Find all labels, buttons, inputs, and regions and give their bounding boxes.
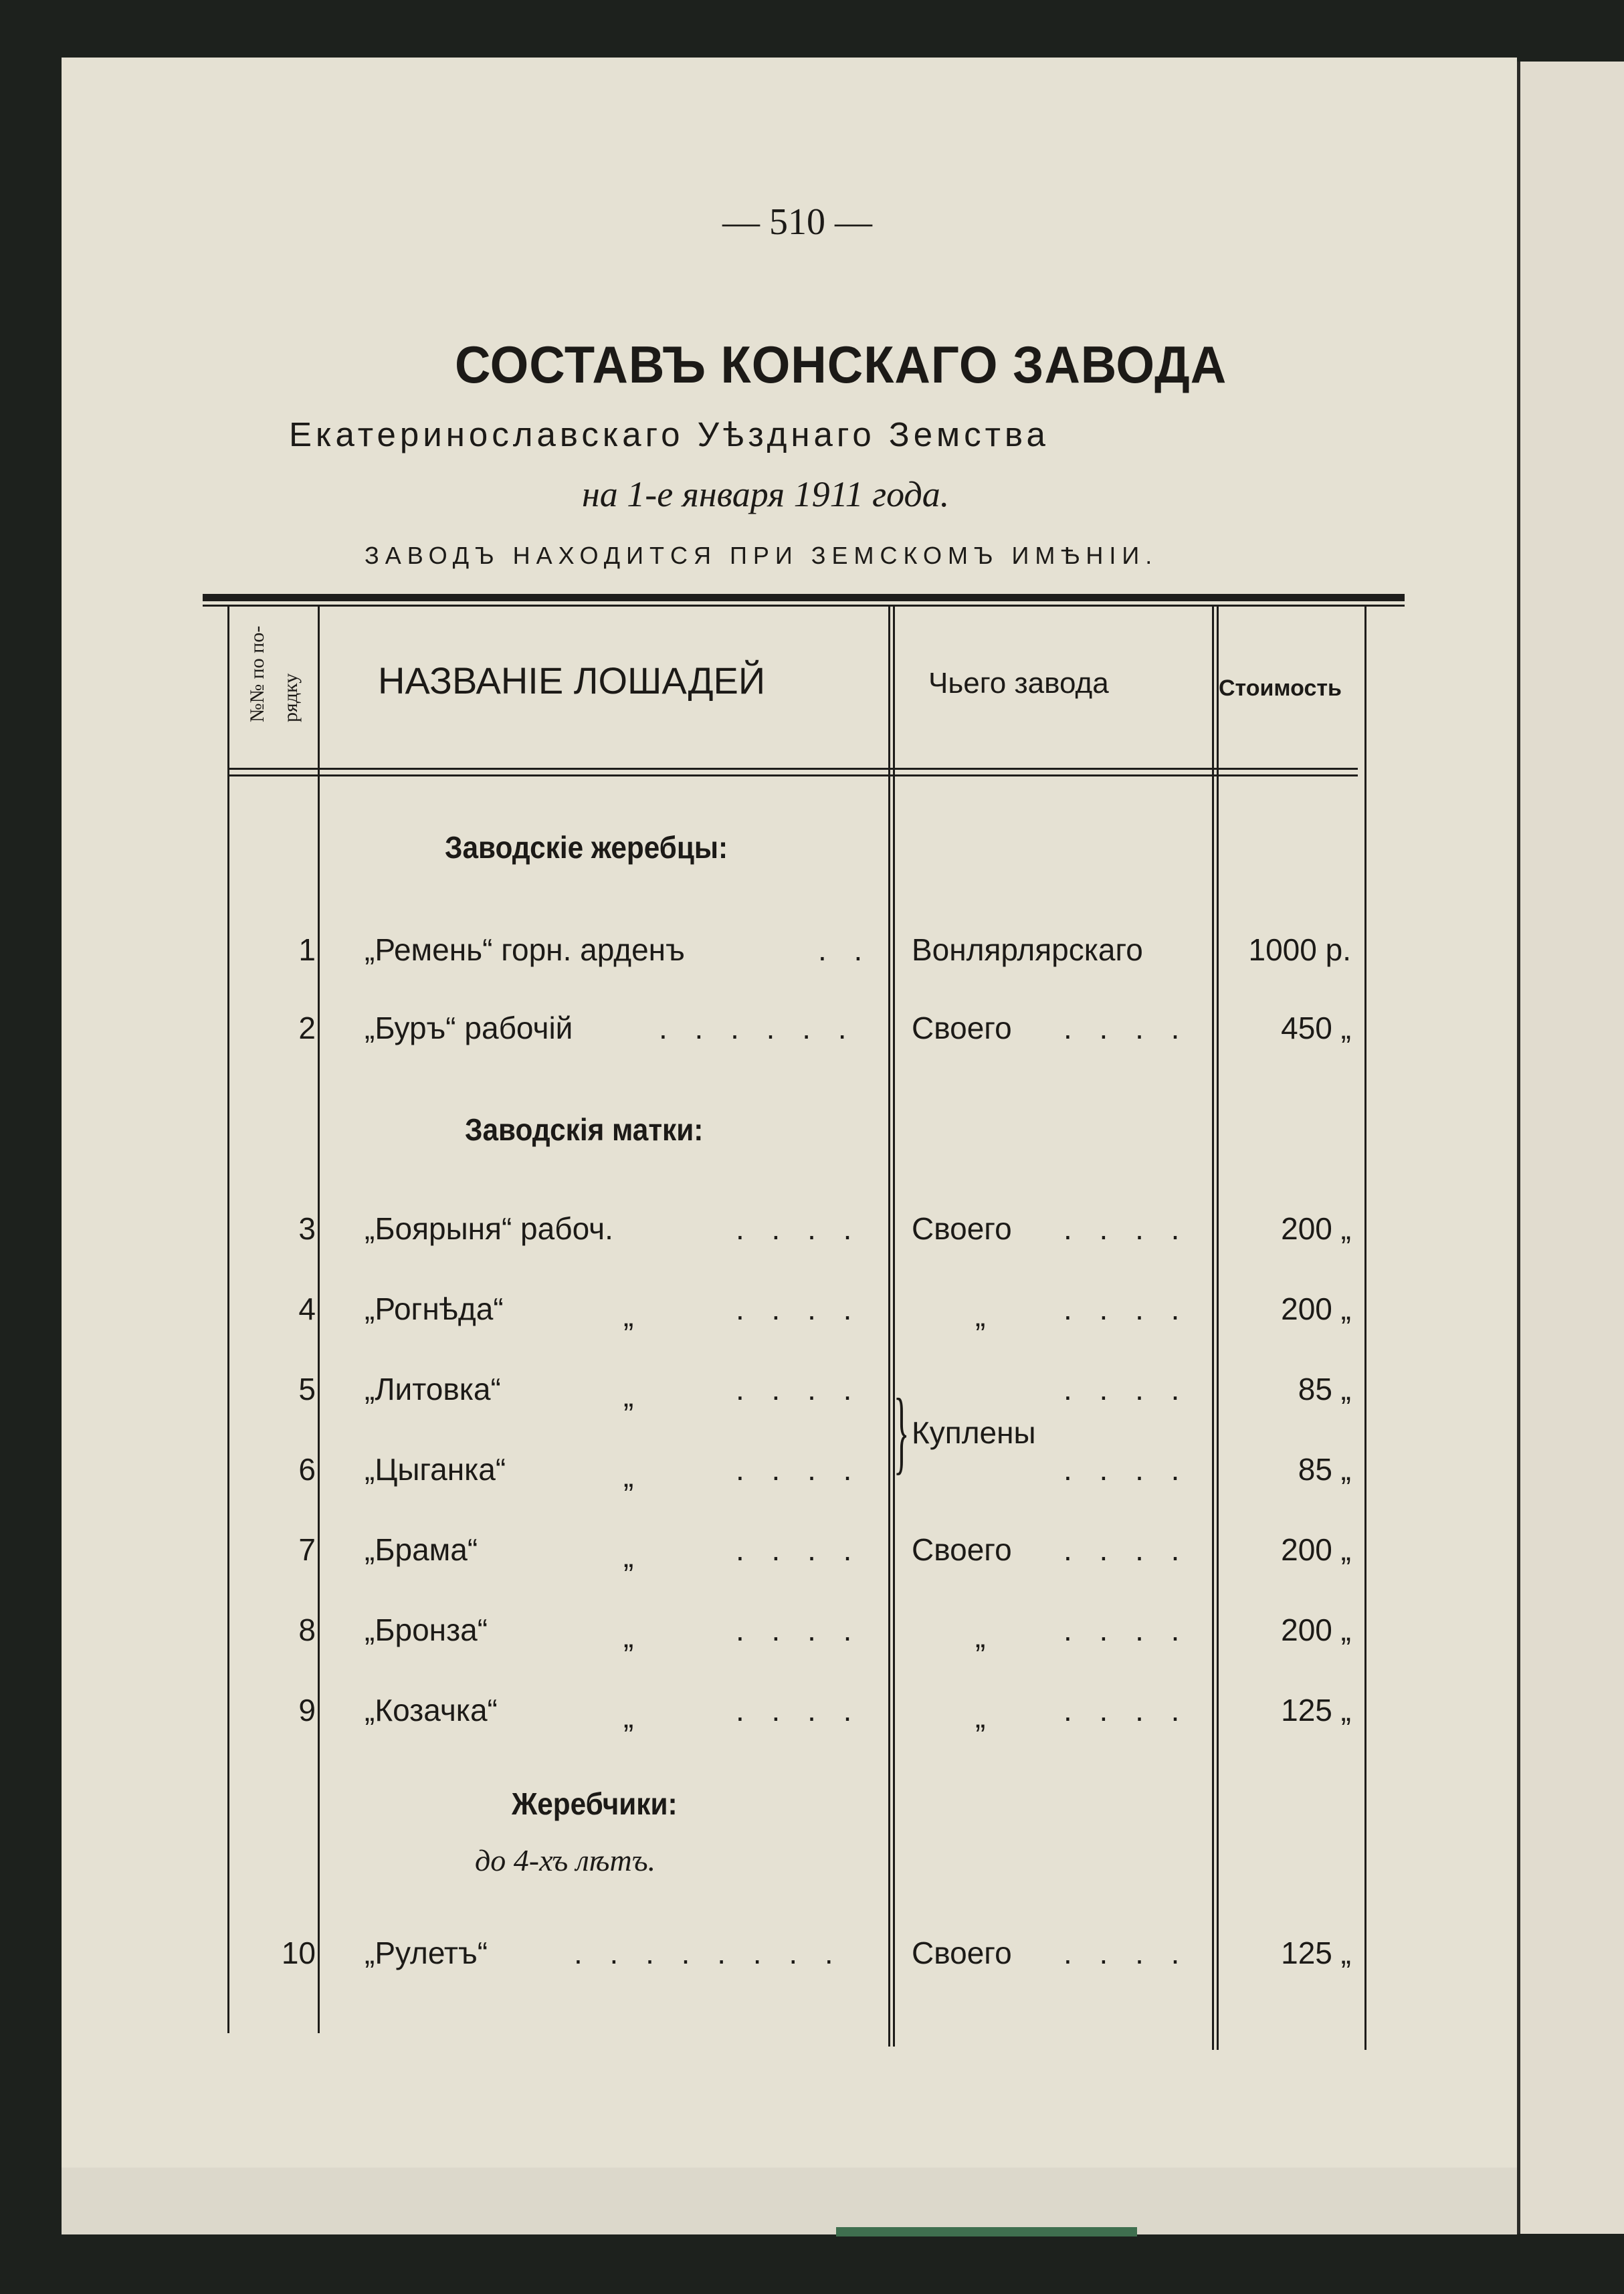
row-cost: 85 „ bbox=[1298, 1372, 1351, 1406]
section-colts-sub: до 4-хъ лѣтъ. bbox=[475, 1843, 656, 1877]
row-origin-dots: . . . . bbox=[1063, 1372, 1189, 1406]
header-number-line2: рядку bbox=[280, 673, 302, 722]
row-leader-dots: . . . . bbox=[736, 1612, 861, 1647]
row-cost: 200 „ bbox=[1281, 1211, 1351, 1246]
row-origin-dots: . . . . bbox=[1063, 1532, 1189, 1567]
row-name: „Козачка“ bbox=[365, 1693, 498, 1728]
row-ditto-mark: „ bbox=[623, 1459, 634, 1493]
row-name: „Рулетъ“ bbox=[365, 1936, 488, 1970]
row-leader-dots: . . . . bbox=[736, 1532, 861, 1567]
row-leader-dots: . . . . bbox=[736, 1452, 861, 1487]
row-cost: 85 „ bbox=[1298, 1452, 1351, 1487]
row-origin: „ bbox=[975, 1298, 986, 1333]
table-top-rule-thin bbox=[203, 605, 1405, 607]
row-name: „Брама“ bbox=[365, 1532, 478, 1567]
row-cost: 125 „ bbox=[1281, 1693, 1351, 1728]
header-name: НАЗВАНІЕ ЛОШАДЕЙ bbox=[378, 659, 766, 702]
document-date: на 1-е января 1911 года. bbox=[582, 474, 950, 514]
row-ditto-mark: „ bbox=[623, 1298, 634, 1333]
row-origin-dots: . . . . bbox=[1063, 1291, 1189, 1326]
row-number: 10 bbox=[281, 1936, 316, 1970]
row-cost: 1000 р. bbox=[1248, 932, 1351, 967]
header-number bbox=[246, 625, 302, 742]
row-origin-dots: . . . . bbox=[1063, 1011, 1189, 1045]
row-name: „Боярыня“ рабоч. bbox=[365, 1211, 613, 1246]
row-cost: 450 „ bbox=[1281, 1011, 1351, 1045]
row-cost: 200 „ bbox=[1281, 1612, 1351, 1647]
row-number: 8 bbox=[298, 1612, 316, 1647]
row-ditto-mark: „ bbox=[623, 1699, 634, 1734]
name-column-divider bbox=[888, 605, 890, 2047]
row-origin: Своего bbox=[912, 1936, 1012, 1970]
row-number: 7 bbox=[298, 1532, 316, 1567]
row-number: 3 bbox=[298, 1211, 316, 1246]
row-leader-dots: . . . . bbox=[736, 1372, 861, 1406]
row-cost: 200 „ bbox=[1281, 1532, 1351, 1567]
row-number: 4 bbox=[298, 1291, 316, 1326]
origin-column-divider-2 bbox=[1217, 605, 1219, 2050]
header-bottom-rule bbox=[227, 768, 1358, 770]
row-name: „Ремень“ горн. арденъ bbox=[365, 932, 685, 967]
document-note: ЗАВОДЪ НАХОДИТСЯ ПРИ ЗЕМСКОМЪ ИМѢНІИ. bbox=[365, 542, 1158, 569]
row-origin-dots: . . . . bbox=[1063, 1612, 1189, 1647]
row-origin-dots: . . . . bbox=[1063, 1452, 1189, 1487]
section-stallions: Заводскіе жеребцы: bbox=[445, 830, 728, 865]
row-origin-dots: . . . . bbox=[1063, 1936, 1189, 1970]
facing-page-edge bbox=[1517, 62, 1624, 2234]
header-bottom-rule-2 bbox=[227, 774, 1358, 776]
row-leader-dots: . . . . bbox=[736, 1693, 861, 1728]
page-number: — 510 — bbox=[722, 201, 872, 243]
row-cost: 125 „ bbox=[1281, 1936, 1351, 1970]
header-number-line1: №№ по по- bbox=[246, 625, 268, 722]
row-name: „Литовка“ bbox=[365, 1372, 501, 1406]
green-strip bbox=[836, 2227, 1137, 2236]
row-origin: Своего bbox=[912, 1211, 1012, 1246]
row-name: „Рогнѣда“ bbox=[365, 1291, 504, 1326]
bracket: } bbox=[894, 1380, 910, 1483]
row-origin-dots: . . . . bbox=[1063, 1211, 1189, 1246]
row-origin: Своего bbox=[912, 1011, 1012, 1045]
bought-label: Куплены bbox=[912, 1415, 1036, 1450]
row-origin-dots: . . . . bbox=[1063, 1693, 1189, 1728]
row-number: 2 bbox=[298, 1011, 316, 1045]
row-origin: Своего bbox=[912, 1532, 1012, 1567]
row-number: 9 bbox=[298, 1693, 316, 1728]
row-number: 6 bbox=[298, 1452, 316, 1487]
row-number: 5 bbox=[298, 1372, 316, 1406]
row-name: „Буръ“ рабочій bbox=[365, 1011, 573, 1045]
table-top-rule bbox=[203, 594, 1405, 601]
section-colts: Жеребчики: bbox=[512, 1786, 678, 1821]
row-cost: 200 „ bbox=[1281, 1291, 1351, 1326]
row-name: „Бронза“ bbox=[365, 1612, 488, 1647]
row-leader-dots: . . . . . . . . bbox=[574, 1936, 843, 1970]
row-origin: Вонлярлярскаго bbox=[912, 932, 1143, 967]
row-origin: „ bbox=[975, 1619, 986, 1654]
row-leader-dots: . . . . . . bbox=[659, 1011, 856, 1045]
row-name: „Цыганка“ bbox=[365, 1452, 506, 1487]
row-leader-dots: . . . . bbox=[736, 1291, 861, 1326]
num-column-divider bbox=[318, 605, 320, 2033]
table-right-border bbox=[1364, 605, 1366, 2050]
document-subtitle: Екатеринославскаго Уѣзднаго Земства bbox=[289, 415, 1049, 453]
row-ditto-mark: „ bbox=[623, 1619, 634, 1654]
table-left-border bbox=[227, 605, 229, 2033]
origin-column-divider bbox=[1212, 605, 1214, 2050]
page-bottom-edge bbox=[62, 2168, 1517, 2234]
document-title: СОСТАВЪ КОНСКАГО ЗАВОДА bbox=[455, 335, 1227, 394]
header-cost: Стоимость bbox=[1219, 675, 1342, 701]
row-ditto-mark: „ bbox=[623, 1539, 634, 1574]
row-number: 1 bbox=[298, 932, 316, 967]
row-leader-dots: . . . . bbox=[736, 1211, 861, 1246]
section-mares: Заводскія матки: bbox=[465, 1112, 704, 1147]
header-origin: Чьего завода bbox=[928, 667, 1109, 700]
row-origin: „ bbox=[975, 1699, 986, 1734]
name-column-divider-2 bbox=[893, 605, 895, 2047]
row-leader-dots: . . bbox=[818, 932, 872, 967]
row-ditto-mark: „ bbox=[623, 1378, 634, 1413]
